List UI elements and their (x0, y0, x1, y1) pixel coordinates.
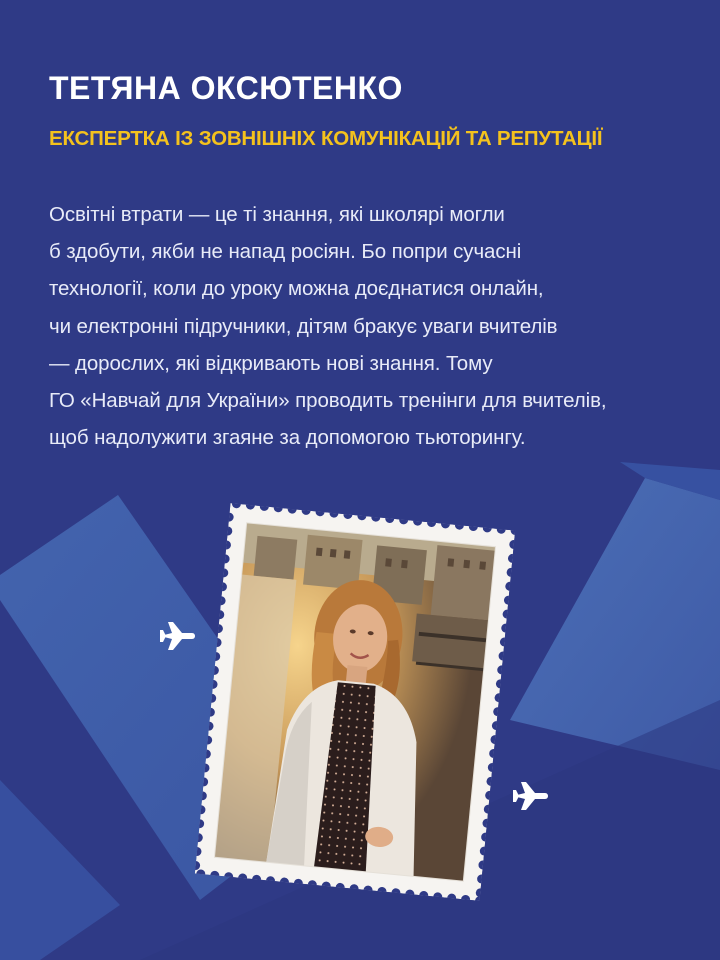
airplane-icon (158, 616, 198, 656)
person-name: ТЕТЯНА ОКСЮТЕНКО (49, 70, 403, 106)
quote-line: технології, коли до уроку можна доєднатися онлайн, (49, 277, 544, 301)
portrait-photo-stamp (195, 503, 515, 901)
person-role: ЕКСПЕРТКА ІЗ ЗОВНІШНІХ КОМУНІКАЦІЙ ТА РЕПУТАЦІЇ (49, 127, 603, 150)
portrait-photo (214, 523, 495, 881)
quote-text (49, 196, 699, 456)
quote-line: — дорослих, які відкривають нові знання. Тому (49, 351, 493, 375)
quote-line: б здобути, якби не напад росіян. Бо попри сучасні (49, 240, 522, 264)
stamp-frame (195, 503, 515, 901)
quote-line: Освітні втрати — це ті знання, які школярі могли (49, 203, 505, 226)
quote-line: ГО «Навчай для України» проводить тренінги для вчителів, (49, 389, 607, 413)
quote-line: щоб надолужити згаяне за допомогою тьюторингу. (49, 426, 526, 450)
quote-line: чи електронні підручники, дітям бракує уваги вчителів (49, 314, 558, 338)
airplane-icon (511, 776, 551, 816)
